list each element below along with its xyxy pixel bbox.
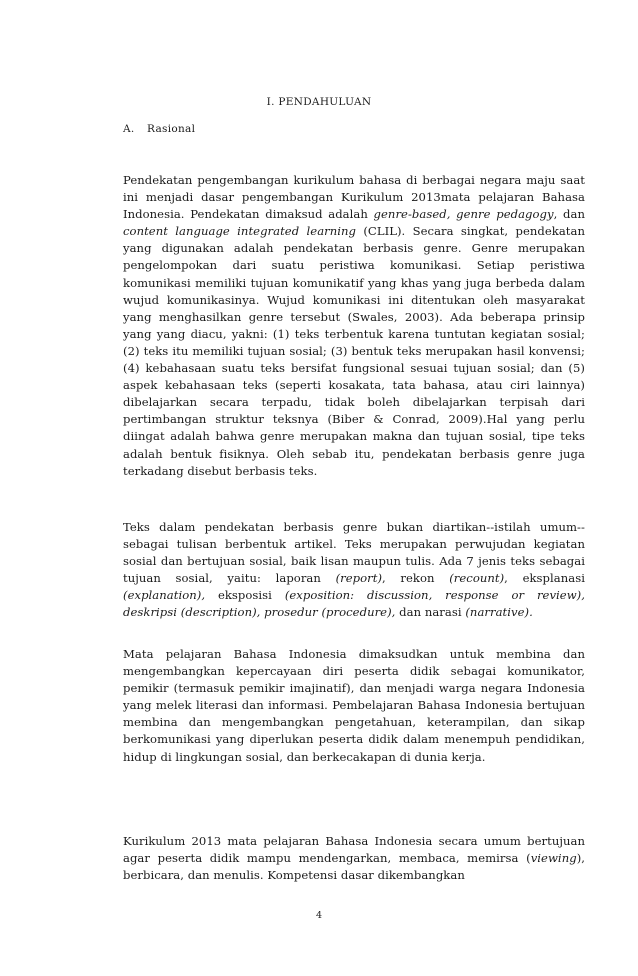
section-title: Rasional [147, 123, 196, 135]
italic-text-run: genre-based, genre pedagogy [373, 207, 554, 222]
italic-text-run: (narrative). [465, 605, 533, 620]
text-run: Teks dalam pendekatan berbasis genre bukan diartikan--istilah umum--sebagai tulisan berbentuk artikel. Teks merupakan perwujudan kegiatan sosial dan bertujuan sosial, baik lisan maupun tulis. Ada 7 jenis teks sebagai tujuan sosial, yaitu: laporan [123, 520, 585, 586]
paragraph-curriculum-goals [123, 833, 585, 884]
text-run: Kurikulum 2013 mata pelajaran Bahasa Indonesia secara umum bertujuan agar peserta didik mampu mendengarkan, membaca, memirsa ( [123, 834, 585, 866]
text-run: , eksplanasi [504, 571, 585, 586]
text-run: Mata pelajaran Bahasa Indonesia dimaksudkan untuk membina dan mengembangkan kepercayaan diri peserta didik sebagai komunikator, pemikir (termasuk pemikir imajinatif), dan menjadi warga negara Indonesia yang melek literasi dan informasi. Pembelajaran Bahasa Indonesia bertujuan membina dan mengembangkan pengetahuan, keterampilan, dan sikap berkomunikasi yang diperlukan peserta didik dalam menempuh pendidikan, hidup di lingkungan sosial, dan berkecakapan di dunia kerja. [123, 647, 585, 764]
italic-text-run: (explanation), [123, 588, 206, 603]
italic-text-run: (exposition: discussion, response or review), deskripsi (description), prosedur (procedure), [123, 588, 585, 620]
section-heading [123, 123, 195, 135]
section-number: A. [123, 123, 135, 135]
paragraph-genre-approach [123, 172, 585, 480]
text-run: ), berbicara, dan menulis. Kompetensi dasar dikembangkan [123, 851, 585, 883]
text-run: , dan [553, 207, 585, 222]
italic-text-run: (report) [335, 571, 383, 586]
text-run: eksposisi [205, 588, 285, 603]
page-number: 4 [315, 910, 323, 921]
italic-text-run: viewing [530, 851, 577, 866]
italic-text-run: content language integrated learning [123, 224, 357, 239]
chapter-heading: I. PENDAHULUAN [266, 96, 372, 108]
italic-text-run: (recount) [449, 571, 505, 586]
text-run: , rekon [382, 571, 450, 586]
text-run: dan narasi [395, 605, 466, 620]
paragraph-text-types [123, 519, 585, 622]
text-run: (CLIL). Secara singkat, pendekatan yang digunakan adalah pendekatan berbasis genre. Genre merupakan pengelompokan dari suatu peristiwa komunikasi. Setiap peristiwa komunikasi memiliki tujuan komunikatif yang khas yang juga berbeda dalam wujud komunikasinya. Wujud komunikasi ini ditentukan oleh masyarakat yang menghasilkan genre tersebut (Swales, 2003). Ada beberapa prinsip yang yang diacu, yakni: (1) teks terbentuk karena tuntutan kegiatan sosial; (2) teks itu memiliki tujuan sosial; (3) bentuk teks merupakan hasil konvensi; (4) kebahasaan suatu teks bersifat fungsional sesuai tujuan sosial; dan (5) aspek kebahasaan teks (seperti kosakata, tata bahasa, atau ciri lainnya) dibelajarkan secara terpadu, tidak boleh dibelajarkan terpisah dari pertimbangan struktur teksnya (Biber & Conrad, 2009).Hal yang perlu diingat adalah bahwa genre merupakan makna dan tujuan sosial, tipe teks adalah bentuk fisiknya. Oleh sebab itu, pendekatan berbasis genre juga terkadang disebut berbasis teks. [123, 224, 585, 478]
text-run: Pendekatan pengembangan kurikulum bahasa di berbagai negara maju saat ini menjadi dasar pengembangan Kurikulum 2013mata pelajaran Bahasa Indonesia. Pendekatan dimaksud adalah [123, 173, 585, 222]
paragraph-subject-purpose [123, 646, 585, 766]
